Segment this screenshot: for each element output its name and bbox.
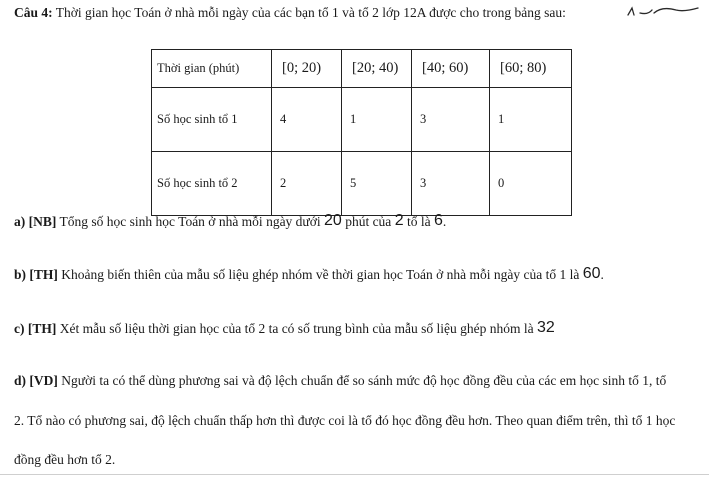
page-divider xyxy=(0,474,709,475)
math-value: 20 xyxy=(324,212,342,229)
statement-d-line3: đồng đều hơn tổ 2. xyxy=(14,452,116,467)
question-title xyxy=(14,5,566,21)
table-header-cell: Thời gian (phút) xyxy=(152,50,272,88)
statement-tag: b) [TH] xyxy=(14,267,58,282)
math-value: 60 xyxy=(582,265,601,282)
table-cell: 1 xyxy=(490,88,572,152)
handwritten-mark xyxy=(622,2,700,18)
statement-b xyxy=(14,265,604,283)
statement-text: Người ta có thể dùng phương sai và độ lệch chuẩn để so sánh mức độ học đồng đều của các em học sinh tổ 1, tổ xyxy=(61,373,667,388)
table-header-cell: [60; 80) xyxy=(490,50,572,88)
table-cell: 5 xyxy=(342,152,412,216)
statement-text: phút của xyxy=(345,214,392,229)
statement-end: . xyxy=(442,214,447,229)
question-stem: Thời gian học Toán ở nhà mỗi ngày của các bạn tổ 1 và tổ 2 lớp 12A được cho trong bảng sau: xyxy=(55,5,566,20)
statement-text: Tổng số học sinh học Toán ở nhà mỗi ngày dưới xyxy=(59,214,321,229)
table-cell: 3 xyxy=(412,88,490,152)
table-cell: 4 xyxy=(272,88,342,152)
table-cell: 1 xyxy=(342,88,412,152)
statement-text: tổ là xyxy=(406,214,431,229)
statement-text: Khoảng biến thiên của mẫu số liệu ghép nhóm về thời gian học Toán ở nhà mỗi ngày của tổ 1 là xyxy=(61,267,580,282)
table-header-cell: [40; 60) xyxy=(412,50,490,88)
math-value: 32 xyxy=(537,319,555,336)
statement-end: . xyxy=(600,267,604,282)
table-header-cell: [0; 20) xyxy=(272,50,342,88)
table-row xyxy=(152,152,572,216)
statement-d-line1 xyxy=(14,373,666,389)
statement-tag: c) [TH] xyxy=(14,321,57,336)
table-header-row xyxy=(152,50,572,88)
statement-d-line2: 2. Tổ nào có phương sai, độ lệch chuẩn thấp hơn thì được coi là tổ đó học đồng đều hơn. Theo quan điểm trên, thì tổ 1 học xyxy=(14,413,676,428)
math-value: 2 xyxy=(394,212,404,229)
statement-tag: a) [NB] xyxy=(14,214,57,229)
table-row-label: Số học sinh tổ 1 xyxy=(152,88,272,152)
table-cell: 2 xyxy=(272,152,342,216)
statement-a xyxy=(14,212,446,230)
math-value: 6 xyxy=(433,212,443,229)
statement-c xyxy=(14,319,555,337)
frequency-table xyxy=(151,49,572,216)
table-row-label: Số học sinh tổ 2 xyxy=(152,152,272,216)
table-cell: 0 xyxy=(490,152,572,216)
table-row xyxy=(152,88,572,152)
table-cell: 3 xyxy=(412,152,490,216)
statement-tag: d) [VD] xyxy=(14,373,58,388)
statement-text: Xét mẫu số liệu thời gian học của tổ 2 ta có số trung bình của mẫu số liệu ghép nhóm là xyxy=(59,321,534,336)
table-header-cell: [20; 40) xyxy=(342,50,412,88)
question-label: Câu 4: xyxy=(14,5,53,20)
